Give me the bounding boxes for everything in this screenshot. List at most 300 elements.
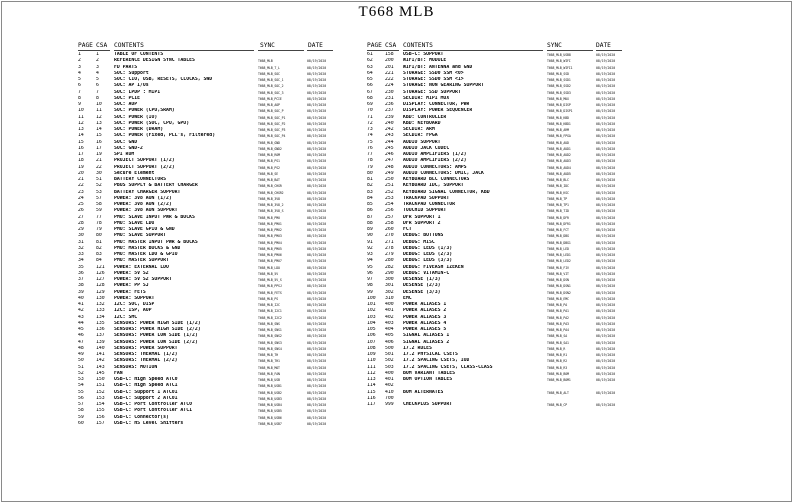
row-sync: T668_MLB_TH — [258, 353, 279, 357]
row-contents: SPI ROM — [114, 152, 135, 157]
row-page-number: 36 — [78, 270, 84, 276]
row-contents: USB-C: SUPPORT — [403, 52, 444, 57]
row-csa-number: 224 — [385, 83, 394, 89]
row-sync: T668_MLB_SSD1 — [547, 78, 571, 82]
row-csa-number: 78 — [96, 220, 102, 226]
row-date: 08/19/2020 — [307, 71, 327, 76]
row-page-number: 34 — [78, 258, 84, 264]
row-date: 08/19/2020 — [596, 296, 616, 301]
row-date: 08/19/2020 — [307, 365, 327, 370]
row-sync: T668_MLB_SSD3 — [547, 90, 571, 95]
row-csa-number: 133 — [96, 308, 105, 314]
row-contents: 17.2 SPACING CSETS, IOD — [403, 358, 470, 364]
row-page-number: 44 — [78, 320, 84, 326]
row-date: 08/19/2020 — [596, 140, 616, 145]
row-sync: T668_MLB_FCT — [547, 228, 569, 232]
row-csa-number: 401 — [385, 308, 394, 314]
row-page-number: 49 — [78, 352, 84, 357]
row-date: 08/19/2020 — [596, 84, 616, 89]
row-csa-number: 280 — [385, 258, 394, 264]
row-contents: POWER: 5V S2 — [114, 270, 149, 276]
row-sync: T668_MLB_SSD2 — [547, 84, 571, 89]
row-csa-number: 237 — [385, 108, 394, 114]
row-date: 08/19/2020 — [596, 390, 616, 395]
row-sync: T668_MLB_MUX — [547, 96, 569, 101]
row-sync: T668_MLB — [258, 59, 273, 64]
row-csa-number: 16 — [96, 139, 102, 145]
row-csa-number: 410 — [385, 389, 394, 395]
row-sync: T668_MLB_PMU6 — [258, 253, 282, 257]
row-page-number: 24 — [78, 195, 84, 201]
row-date: 08/19/2020 — [307, 171, 327, 176]
row-sync: T668_MLB_CHGR — [258, 184, 282, 189]
row-page-number: 84 — [367, 195, 373, 201]
row-date: 08/19/2020 — [596, 171, 616, 176]
row-sync: T668_MLB_GND — [258, 140, 280, 145]
header-rule — [114, 50, 254, 51]
row-sync: T668_MLB_PS1 — [258, 159, 280, 164]
row-page-number: 81 — [367, 177, 373, 182]
row-csa-number: 239 — [385, 114, 394, 120]
row-contents: DFR SUPPORT 2 — [403, 220, 441, 226]
row-page-number: 109 — [367, 352, 376, 357]
row-contents: POWER: EXTERNAL LDO — [114, 264, 169, 270]
row-date: 08/19/2020 — [307, 309, 327, 314]
row-csa-number: 502 — [385, 358, 394, 364]
row-sync: T668_MLB_3V8_S — [258, 209, 284, 214]
row-contents: PMU: MASTER LDO & GPIO — [114, 252, 178, 257]
row-csa-number: 157 — [96, 420, 105, 426]
row-contents: POWER: 3V8 AON SUPPORT — [114, 208, 178, 214]
row-sync: T668_MLB_FPGA — [547, 134, 571, 139]
row-contents: SOC: GND-2 — [114, 145, 143, 151]
row-page-number: 40 — [78, 295, 84, 301]
row-page-number: 46 — [78, 333, 84, 339]
row-csa-number: 278 — [385, 245, 394, 251]
row-date: 08/19/2020 — [307, 103, 327, 107]
row-date: 08/19/2020 — [307, 109, 327, 114]
row-contents: USB-C: High Speed ATC1 — [114, 383, 178, 389]
row-csa-number: 245 — [385, 145, 394, 151]
row-page-number: 117 — [367, 402, 376, 407]
row-contents: POWER: FETS — [114, 289, 146, 295]
row-csa-number: 51 — [96, 177, 102, 182]
row-page-number: 75 — [367, 139, 373, 145]
row-csa-number: 251 — [385, 183, 394, 189]
row-page-number: 83 — [367, 189, 373, 195]
row-csa-number: 6 — [96, 83, 99, 89]
row-csa-number: 139 — [96, 339, 105, 345]
row-csa-number: 22 — [96, 164, 102, 170]
row-date: 08/19/2020 — [307, 265, 327, 270]
row-csa-number: 503 — [385, 364, 394, 370]
row-page-number: 79 — [367, 164, 373, 170]
row-sync: T668_MLB_PS — [258, 296, 279, 301]
row-csa-number: 253 — [385, 195, 394, 201]
row-csa-number: 81 — [96, 239, 102, 245]
header-page: PAGE — [367, 42, 382, 49]
row-date: 08/19/2020 — [596, 265, 616, 270]
row-csa-number: 405 — [385, 333, 394, 339]
row-contents: SENSORS: POWER HIGH SIDE (2/2) — [114, 327, 201, 332]
row-page-number: 100 — [367, 295, 376, 301]
row-contents: POWER ALIASES 5 — [403, 327, 447, 332]
row-csa-number: 4 — [96, 70, 99, 76]
row-sync: T668_MLB_USB — [258, 378, 280, 382]
row-sync: T668_MLB_SOC_2 — [258, 84, 284, 89]
row-page-number: 91 — [367, 239, 373, 245]
row-page-number: 107 — [367, 339, 376, 345]
row-contents: PROJECT SUPPORT (2/2) — [114, 164, 175, 170]
row-date: 08/19/2020 — [596, 159, 616, 164]
row-page-number: 61 — [367, 52, 373, 57]
row-date: 08/19/2020 — [307, 203, 327, 207]
row-contents: EMC — [403, 295, 412, 301]
row-sync: T668_MLB_AOP — [258, 103, 280, 107]
row-sync: T668_MLB_PA — [547, 303, 568, 307]
row-date: 08/19/2020 — [307, 353, 327, 357]
row-contents: SENSORS: THERMAL (2/2) — [114, 358, 178, 364]
row-sync: T668_MLB_PMU1 — [258, 221, 282, 226]
row-csa-number: 247 — [385, 158, 394, 164]
row-contents: USB-C: Support 2 ATC01 — [114, 395, 178, 401]
row-contents: USB-C: HS Level Shifters — [114, 420, 184, 426]
row-csa-number: 127 — [96, 277, 105, 282]
row-date: 08/19/2020 — [307, 284, 327, 289]
row-contents: DEBUG: LEDS (2/3) — [403, 252, 453, 257]
row-page-number: 82 — [367, 183, 373, 189]
row-contents: 17.2 SPACING CSETS, CLASS-CLASS — [403, 364, 493, 370]
row-page-number: 3 — [78, 64, 81, 70]
row-csa-number: 248 — [385, 164, 394, 170]
row-contents: PMU: SLAVE SUPPORT — [114, 233, 166, 239]
row-page-number: 18 — [78, 158, 84, 164]
row-csa-number: 12 — [96, 114, 102, 120]
row-date: 08/19/2020 — [307, 134, 327, 139]
row-date: 08/19/2020 — [596, 315, 616, 320]
row-date: 08/19/2020 — [596, 240, 616, 245]
row-date: 08/19/2020 — [307, 371, 327, 376]
row-contents: AUDIO JACK CODEC — [403, 145, 450, 151]
header-date: DATE — [308, 42, 323, 49]
row-date: 08/19/2020 — [596, 71, 616, 76]
row-date: 08/19/2020 — [307, 190, 327, 195]
row-date: 08/19/2020 — [596, 109, 616, 114]
row-date: 08/19/2020 — [596, 371, 616, 376]
row-csa-number: 400 — [385, 370, 394, 376]
row-contents: USB-C: High Speed ATC0 — [114, 377, 178, 382]
row-contents: SENSORS: POWER SUPPORT — [114, 345, 178, 351]
row-contents: PMU: SLAVE GPIO & GND — [114, 227, 175, 232]
row-sync: T668_MLB_USB8 — [547, 53, 571, 57]
row-csa-number: 252 — [385, 189, 394, 195]
row-page-number: 89 — [367, 227, 373, 232]
row-sync: T668_MLB_ALT — [547, 390, 569, 395]
row-sync: T668_MLB_SNS — [258, 321, 280, 326]
row-page-number: 22 — [78, 183, 84, 189]
row-date: 08/19/2020 — [307, 234, 327, 239]
header-csa: CSA — [385, 42, 397, 49]
header-csa: CSA — [96, 42, 108, 49]
row-sync: T668_MLB_I2C2 — [258, 315, 282, 320]
row-page-number: 20 — [78, 170, 84, 176]
row-page-number: 37 — [78, 277, 84, 282]
row-sync: T668_MLB_KBD — [547, 115, 569, 120]
row-sync: T668_MLB_5V_S — [258, 278, 282, 282]
row-csa-number: 246 — [385, 152, 394, 157]
row-page-number: 70 — [367, 108, 373, 114]
row-sync: T668_MLB_SNS3 — [258, 340, 282, 345]
row-contents: SOC: POWER (IO) — [114, 114, 158, 120]
row-contents: STORAGE: SSD SUPPORT — [403, 89, 461, 95]
row-date: 08/19/2020 — [307, 90, 327, 95]
row-sync: T668_MLB_PMU7 — [258, 259, 282, 264]
row-sync: T668_MLB_FETS — [258, 290, 282, 295]
row-date: 08/19/2020 — [307, 65, 327, 70]
row-contents: POWER: SUPPORT — [114, 295, 155, 301]
row-sync: T668_MLB_3V8_2 — [258, 203, 284, 207]
row-contents: SENSORS: MOTION — [114, 364, 158, 370]
row-date: 08/19/2020 — [307, 384, 327, 389]
row-date: 08/19/2020 — [596, 165, 616, 170]
row-contents: FAN — [114, 370, 123, 376]
row-page-number: 51 — [78, 364, 84, 370]
row-page-number: 99 — [367, 289, 373, 295]
row-page-number: 38 — [78, 283, 84, 289]
row-page-number: 67 — [367, 89, 373, 95]
row-date: 08/19/2020 — [596, 359, 616, 364]
row-sync: T668_MLB_BAT — [258, 178, 280, 182]
row-csa-number: 135 — [96, 320, 105, 326]
row-date: 08/19/2020 — [596, 365, 616, 370]
row-date: 08/19/2020 — [596, 103, 616, 107]
row-date: 08/19/2020 — [596, 178, 616, 182]
row-csa-number: 258 — [385, 220, 394, 226]
row-page-number: 73 — [367, 127, 373, 132]
row-date: 08/19/2020 — [596, 196, 616, 201]
row-sync: T668_MLB_TID — [547, 209, 569, 214]
row-contents: PROJECT SUPPORT (1/2) — [114, 158, 175, 164]
row-contents: PMU: MASTER SUPPORT — [114, 258, 169, 264]
row-contents: USB-C: Port Controller ATC1 — [114, 408, 192, 414]
row-sync: T668_MLB_R1 — [547, 353, 568, 357]
row-contents: POWER ALIASES 3 — [403, 314, 447, 320]
row-contents: Secure Element — [114, 170, 155, 176]
row-page-number: 74 — [367, 133, 373, 139]
row-sync: T668_MLB_EMC — [547, 296, 569, 301]
row-csa-number: 52 — [96, 183, 102, 189]
row-date: 08/19/2020 — [307, 159, 327, 164]
row-csa-number: 501 — [385, 352, 394, 357]
row-sync: T668_MLB_R2 — [547, 359, 568, 364]
row-date: 08/19/2020 — [596, 303, 616, 307]
row-contents: TOUCHID SUPPORT — [403, 208, 447, 214]
row-page-number: 59 — [78, 414, 84, 420]
row-sync: T668_MLB_3V8 — [258, 196, 280, 201]
row-date: 08/19/2020 — [596, 353, 616, 357]
row-page-number: 63 — [367, 64, 373, 70]
row-csa-number: 249 — [385, 170, 394, 176]
row-date: 08/19/2020 — [596, 328, 616, 332]
row-page-number: 14 — [78, 133, 84, 139]
row-page-number: 98 — [367, 283, 373, 289]
row-page-number: 102 — [367, 308, 376, 314]
row-page-number: 77 — [367, 152, 373, 157]
row-page-number: 96 — [367, 270, 373, 276]
row-csa-number: 221 — [385, 70, 394, 76]
row-sync: T668_MLB_I2C1 — [258, 309, 282, 314]
row-page-number: 113 — [367, 377, 376, 382]
row-sync: T668_MLB_AUD — [547, 140, 569, 145]
row-csa-number: 83 — [96, 252, 102, 257]
row-page-number: 13 — [78, 127, 84, 132]
row-page-number: 66 — [367, 83, 373, 89]
row-sync: T668_MLB_PA2 — [547, 315, 569, 320]
row-sync: T668_MLB_DSN — [547, 278, 569, 282]
row-date: 08/19/2020 — [307, 396, 327, 401]
row-csa-number: 300 — [385, 277, 394, 282]
row-date: 08/19/2020 — [596, 340, 616, 345]
row-page-number: 112 — [367, 370, 376, 376]
row-page-number: 25 — [78, 202, 84, 207]
row-date: 08/19/2020 — [596, 234, 616, 239]
row-date: 08/19/2020 — [307, 346, 327, 351]
row-page-number: 4 — [78, 70, 81, 76]
row-contents: AUDIO SUPPORT — [403, 139, 441, 145]
row-sync: T668_MLB_FAN — [258, 371, 280, 376]
row-sync: T668_MLB_DFR1 — [547, 221, 571, 226]
row-sync: T668_MLB_AUD5 — [547, 171, 571, 176]
row-contents: CHECKPLUS SUPPORT — [403, 402, 453, 407]
row-date: 08/19/2020 — [307, 165, 327, 170]
row-contents: POWER ALIASES 2 — [403, 308, 447, 314]
row-contents: DISPLAY: POWER SEQUENCER — [403, 108, 473, 114]
row-csa-number: 151 — [96, 383, 105, 389]
row-contents: WIFI/BT: ANTENNA and GND — [403, 64, 473, 70]
row-page-number: 12 — [78, 120, 84, 126]
row-csa-number: 57 — [96, 195, 102, 201]
row-page-number: 33 — [78, 252, 84, 257]
row-date: 08/19/2020 — [596, 96, 616, 101]
row-page-number: 115 — [367, 389, 376, 395]
row-date: 08/19/2020 — [307, 303, 327, 307]
row-sync: T668_MLB_ARM — [547, 128, 569, 132]
row-date: 08/19/2020 — [307, 321, 327, 326]
row-sync: T668_MLB_PMU — [258, 215, 280, 220]
row-page-number: 111 — [367, 364, 376, 370]
row-date: 08/19/2020 — [596, 203, 616, 207]
row-sync: T668_MLB_PPSJ — [258, 284, 282, 289]
row-date: 08/19/2020 — [307, 178, 327, 182]
row-page-number: 27 — [78, 214, 84, 220]
row-csa-number: 290 — [385, 270, 394, 276]
row-date: 08/19/2020 — [307, 59, 327, 64]
row-date: 08/19/2020 — [307, 215, 327, 220]
row-date: 08/19/2020 — [596, 290, 616, 295]
row-page-number: 21 — [78, 177, 84, 182]
row-sync: T668_MLB_SOC_P4 — [258, 134, 286, 139]
row-date: 08/19/2020 — [307, 196, 327, 201]
row-contents: WIFI/BT: MODULE — [403, 58, 447, 64]
row-sync: T668_MLB_KSC — [547, 190, 569, 195]
row-date: 08/19/2020 — [307, 121, 327, 126]
row-sync: T668_MLB_KBD1 — [547, 121, 571, 126]
row-csa-number: 80 — [96, 233, 102, 239]
row-date: 08/19/2020 — [307, 246, 327, 251]
row-date: 08/19/2020 — [307, 328, 327, 332]
row-csa-number: 2 — [96, 58, 99, 64]
row-date: 08/19/2020 — [596, 284, 616, 289]
row-csa-number: 302 — [385, 289, 394, 295]
row-contents: I2C: ISP, AOP — [114, 308, 152, 314]
row-sync: T668_MLB_AUD4 — [547, 165, 571, 170]
row-date: 08/19/2020 — [307, 390, 327, 395]
row-csa-number: 132 — [96, 302, 105, 307]
row-sync: T668_MLB_BOM1 — [547, 378, 571, 382]
row-csa-number: 270 — [385, 233, 394, 239]
row-date: 08/19/2020 — [307, 271, 327, 276]
row-page-number: 114 — [367, 383, 376, 389]
row-contents: DFR SUPPORT 1 — [403, 214, 441, 220]
row-date: 08/19/2020 — [307, 290, 327, 295]
row-csa-number: 243 — [385, 133, 394, 139]
row-sync: T668_MLB_SOC_P3 — [258, 128, 286, 132]
row-contents: DEBUG: MISC — [403, 239, 435, 245]
row-sync: T668_MLB_CHGR2 — [258, 190, 284, 195]
row-contents: SOC: AOP — [114, 102, 138, 107]
row-contents: POWER: 3V8 AON (2/2) — [114, 202, 172, 207]
row-date: 08/19/2020 — [307, 146, 327, 151]
row-page-number: 11 — [78, 114, 84, 120]
row-contents: SECDIR: FPGA — [403, 133, 438, 139]
row-date: 08/19/2020 — [307, 140, 327, 145]
row-page-number: 53 — [78, 377, 84, 382]
row-page-number: 90 — [367, 233, 373, 239]
row-date: 08/19/2020 — [596, 278, 616, 282]
row-csa-number: 58 — [96, 202, 102, 207]
row-contents: SOC: POWER (DRAM) — [114, 127, 164, 132]
row-contents: BATTERY CHARGER SUPPORT — [114, 189, 181, 195]
row-sync: T668_MLB_TP1 — [547, 203, 569, 207]
row-contents: SENSORS: THERMAL (1/2) — [114, 352, 178, 357]
row-sync: T668_MLB_USB5 — [258, 409, 282, 414]
row-date: 08/19/2020 — [307, 228, 327, 232]
row-csa-number: 79 — [96, 227, 102, 232]
row-date: 08/19/2020 — [307, 334, 327, 339]
row-contents: POWER: PP SJ — [114, 283, 149, 289]
row-contents: SECDIR: MIPI MUX — [403, 95, 450, 101]
row-contents: SENSORS: POWER LOW SIDE (2/2) — [114, 339, 198, 345]
row-page-number: 56 — [78, 395, 84, 401]
row-page-number: 45 — [78, 327, 84, 332]
row-csa-number: 82 — [96, 245, 102, 251]
row-csa-number: 13 — [96, 120, 102, 126]
row-sync: T668_MLB_PA1 — [547, 309, 569, 314]
row-date: 08/19/2020 — [596, 121, 616, 126]
row-sync: T668_MLB_CP — [547, 403, 568, 407]
row-csa-number: 156 — [96, 414, 105, 420]
row-date: 08/19/2020 — [596, 90, 616, 95]
row-contents: FCT — [403, 227, 412, 232]
row-csa-number: 141 — [96, 352, 105, 357]
header-rule — [96, 50, 110, 51]
row-page-number: 72 — [367, 120, 373, 126]
row-date: 08/19/2020 — [596, 321, 616, 326]
row-date: 08/19/2020 — [307, 296, 327, 301]
row-csa-number: 134 — [96, 314, 105, 320]
row-contents: DEBUG: VITAMIN-C — [403, 270, 450, 276]
row-page-number: 64 — [367, 70, 373, 76]
